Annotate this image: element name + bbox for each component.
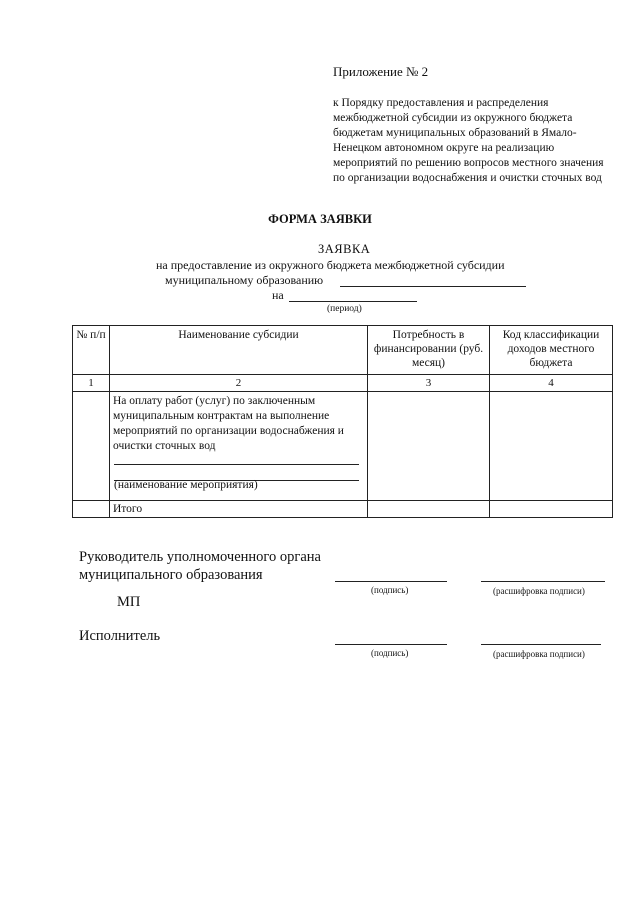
executor-label: Исполнитель	[79, 628, 161, 644]
executor-decoding-caption: (расшифровка подписи)	[493, 649, 585, 659]
stamp-place-label: МП	[117, 594, 141, 610]
total-code-cell	[490, 501, 613, 518]
form-title: ФОРМА ЗАЯВКИ	[268, 212, 372, 226]
column-number: 1	[73, 375, 110, 392]
row-description: На оплату работ (услуг) по заключенным муниципальным контрактам на выполнение мероприятий по организации водоснабжения и очистки сточных вод	[113, 395, 344, 452]
period-blank-line	[289, 301, 417, 302]
period-caption: (период)	[327, 304, 362, 314]
row-description-cell	[110, 392, 368, 501]
table-header-row	[73, 326, 613, 375]
row-financing-cell	[368, 392, 490, 501]
column-number: 4	[490, 375, 613, 392]
application-subtitle-line3: на	[272, 288, 284, 302]
header-classification-code: Код классификации доходов местного бюджета	[490, 326, 613, 375]
measure-caption: (наименование мероприятия)	[114, 479, 258, 491]
executor-signature-caption: (подпись)	[371, 648, 409, 658]
row-code-cell	[490, 392, 613, 501]
application-subtitle-line1: на предоставление из окружного бюджета межбюджетной субсидии	[156, 258, 505, 272]
table-total-row	[73, 501, 613, 518]
subsidy-table	[72, 325, 613, 518]
municipality-blank-line	[340, 286, 526, 287]
total-financing-cell	[368, 501, 490, 518]
measure-blank-line	[114, 464, 359, 465]
application-subtitle-line2: муниципальному образованию	[165, 273, 324, 287]
appendix-text: к Порядку предоставления и распределения межбюджетной субсидии из окружного бюджета бюджетам муниципальных образований в Ямало-Ненецком автономном округе на реализацию мероприятий по решению вопросов местного значения по организации водоснабжения и очистки сточных вод	[333, 97, 604, 184]
appendix-title: Приложение № 2	[333, 64, 429, 79]
total-label: Итого	[110, 501, 368, 518]
head-decoding-line	[481, 581, 605, 582]
column-number: 3	[368, 375, 490, 392]
head-signature-line	[335, 581, 447, 582]
executor-decoding-line	[481, 644, 601, 645]
column-number: 2	[110, 375, 368, 392]
application-title: ЗАЯВКА	[318, 242, 371, 256]
header-subsidy-name: Наименование субсидии	[110, 326, 368, 375]
header-number: № п/п	[73, 326, 110, 375]
row-number-cell	[73, 392, 110, 501]
executor-signature-line	[335, 644, 447, 645]
table-column-numbers-row	[73, 375, 613, 392]
head-decoding-caption: (расшифровка подписи)	[493, 586, 585, 596]
head-signature-caption: (подпись)	[371, 585, 409, 595]
head-role-label: Руководитель уполномоченного органа муниципального образования	[79, 549, 321, 583]
table-row	[73, 392, 613, 501]
header-financing-need: Потребность в финансировании (руб. месяц)	[368, 326, 490, 375]
total-number-cell	[73, 501, 110, 518]
